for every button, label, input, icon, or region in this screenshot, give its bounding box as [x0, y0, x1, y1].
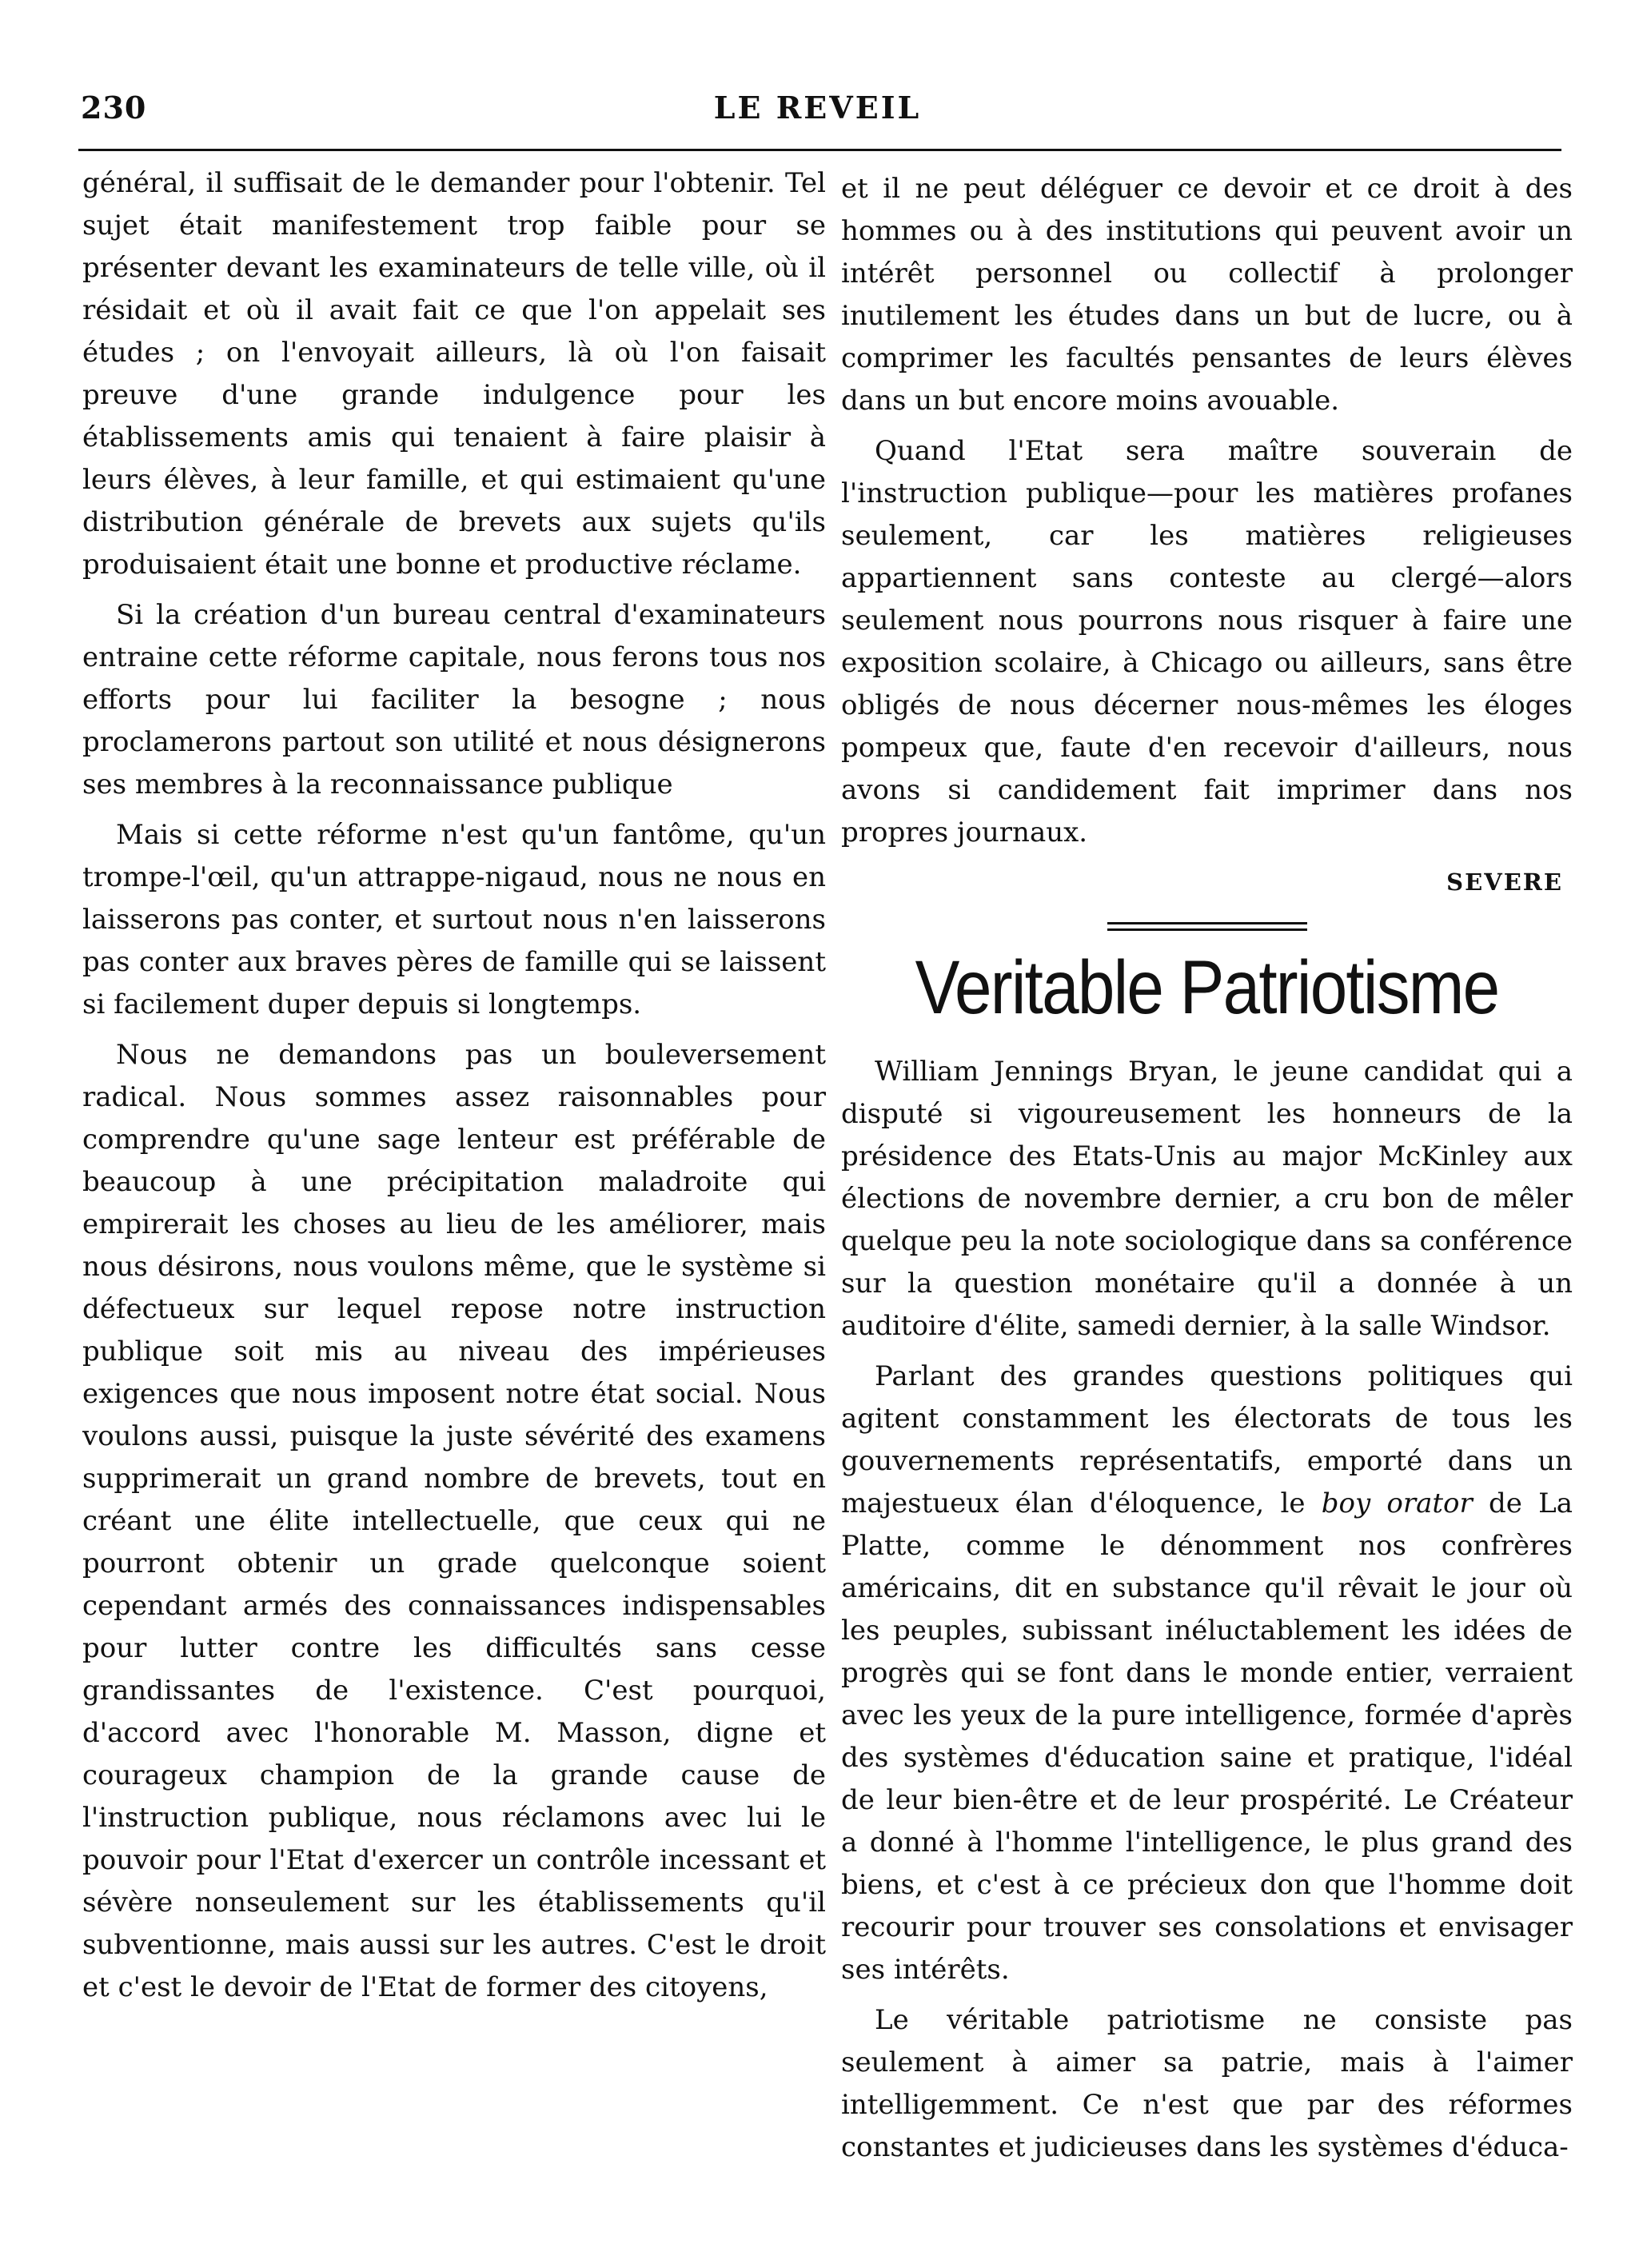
left-paragraph-4: Nous ne demandons pas un bouleversement radical. Nous sommes assez raisonnables pour comprendre qu'une sage lenteur est préférable de beaucoup à une précipitation maladroite qui empirerait les choses au lieu de les améliorer, mais nous désirons, nous voulons même, que le système si défectueux sur lequel repose notre instruction publique soit mis au niveau des impérieuses exigences que nous imposent notre état social. Nous voulons aussi, puisque la juste sévérité des examens supprimerait un grand nombre de brevets, tout en créant une élite intellectuelle, que ceux qui ne pourront obtenir un grade quelconque soient cependant armés des connaissances indispensables pour lutter contre les difficultés sans cesse grandissantes de l'existence. C'est pourquoi, d'accord avec l'honorable M. Masson, digne et courageux champion de la grande cause de l'instruction publique, nous réclamons avec lui le pouvoir pour l'Etat d'exercer un contrôle incessant et sévère nonseulement sur les établissements qu'il subventionne, mais aussi sur les autres. C'est le droit et c'est le devoir de l'Etat de former des citoyens, — [82, 1039, 826, 2003]
page-number: 230 — [81, 90, 147, 126]
left-column — [82, 162, 826, 2226]
left-paragraph-2: Si la création d'un bureau central d'examinateurs entraine cette réforme capitale, nous ferons tous nos efforts pour lui faciliter la besogne ; nous proclamerons partout son utilité et nous désignerons ses membres à la reconnaissance publique — [82, 599, 826, 801]
left-paragraph-1: général, il suffisait de le demander pour l'obtenir. Tel sujet était manifestement trop faible pour se présenter devant les examinateurs de telle ville, où il résidait et où il avait fait ce que l'on appelait ses études ; on l'envoyait ailleurs, là où l'on faisait preuve d'une grande indulgence pour les établissements amis qui tenaient à faire plaisir à leurs élèves, à leur famille, et qui estimaient qu'une distribution générale de brevets aux sujets qu'ils produisaient était une bonne et productive réclame. — [82, 167, 826, 581]
article-paragraph-2-text-b: de La Platte, comme le dénomment nos confrères américains, dit en substance qu'il rêvait le jour où les peuples, subissant inéluctablement les idées de progrès qui se font dans le monde entier, verraient avec les yeux de la pure intelligence, formée d'après des systèmes d'éducation saine et pratique, l'idéal de leur bien-être et de leur prospérité. Le Créateur a donné à l'homme l'intelligence, le plus grand des biens, et c'est à ce précieux don que l'homme doit recourir pour trouver ses consolations et envisager ses intérêts. — [841, 1487, 1573, 1986]
title-double-rule — [1107, 921, 1307, 932]
right-paragraph-1: et il ne peut déléguer ce devoir et ce droit à des hommes ou à des institutions qui peuvent avoir un intérêt personnel ou collectif à prolonger inutilement les études dans un but de lucre, ou à comprimer les facultés pensantes de leurs élèves dans un but encore moins avouable. — [841, 173, 1573, 417]
left-paragraph-3: Mais si cette réforme n'est qu'un fantôme, qu'un trompe-l'œil, qu'un attrappe-nigaud, nous ne nous en laisserons pas conter, et surtout nous n'en laisserons pas conter aux braves pères de famille qui se laissent si facilement duper depuis si longtemps. — [82, 819, 826, 1020]
article-title: Veritable Patriotisme — [915, 945, 1499, 1030]
article-paragraph-3: Le véritable patriotisme ne consiste pas seulement à aimer sa patrie, mais à l'aimer intelligemment. Ce n'est que par des réformes constantes et judicieuses dans les systèmes d'éduca- — [841, 2004, 1573, 2163]
right-paragraph-2: Quand l'Etat sera maître souverain de l'instruction publique—pour les matières profanes seulement, car les matières religieuses appartiennent sans conteste au clergé—alors seulement nous pourrons nous risquer à faire une exposition scolaire, à Chicago ou ailleurs, sans être obligés de nous décerner nous-mêmes les éloges pompeux que, faute d'en recevoir d'ailleurs, nous avons si candidement fait imprimer dans nos propres journaux. — [841, 435, 1573, 849]
running-title: LE REVEIL — [713, 90, 922, 126]
article-paragraph-1: William Jennings Bryan, le jeune candidat qui a disputé si vigoureusement les honneurs de la présidence des Etats-Unis au major McKinley aux élections de novembre dernier, a cru bon de mêler quelque peu la note sociologique dans sa conférence sur la question monétaire qu'il a donnée à un auditoire d'élite, samedi dernier, à la salle Windsor. — [841, 1056, 1573, 1342]
boy-orator-italic: boy orator — [1321, 1487, 1473, 1519]
right-column — [841, 168, 1573, 2231]
article-paragraph-2-text-a: Parlant des grandes questions politiques qui agitent constamment les électorats de tous les gouvernements représentatifs, emporté dans un majestueux élan d'éloquence, le — [841, 1360, 1573, 1519]
header-rule — [78, 149, 1561, 151]
author-signature: SEVERE — [1446, 868, 1563, 896]
article-paragraph-2 — [841, 1356, 1573, 1991]
